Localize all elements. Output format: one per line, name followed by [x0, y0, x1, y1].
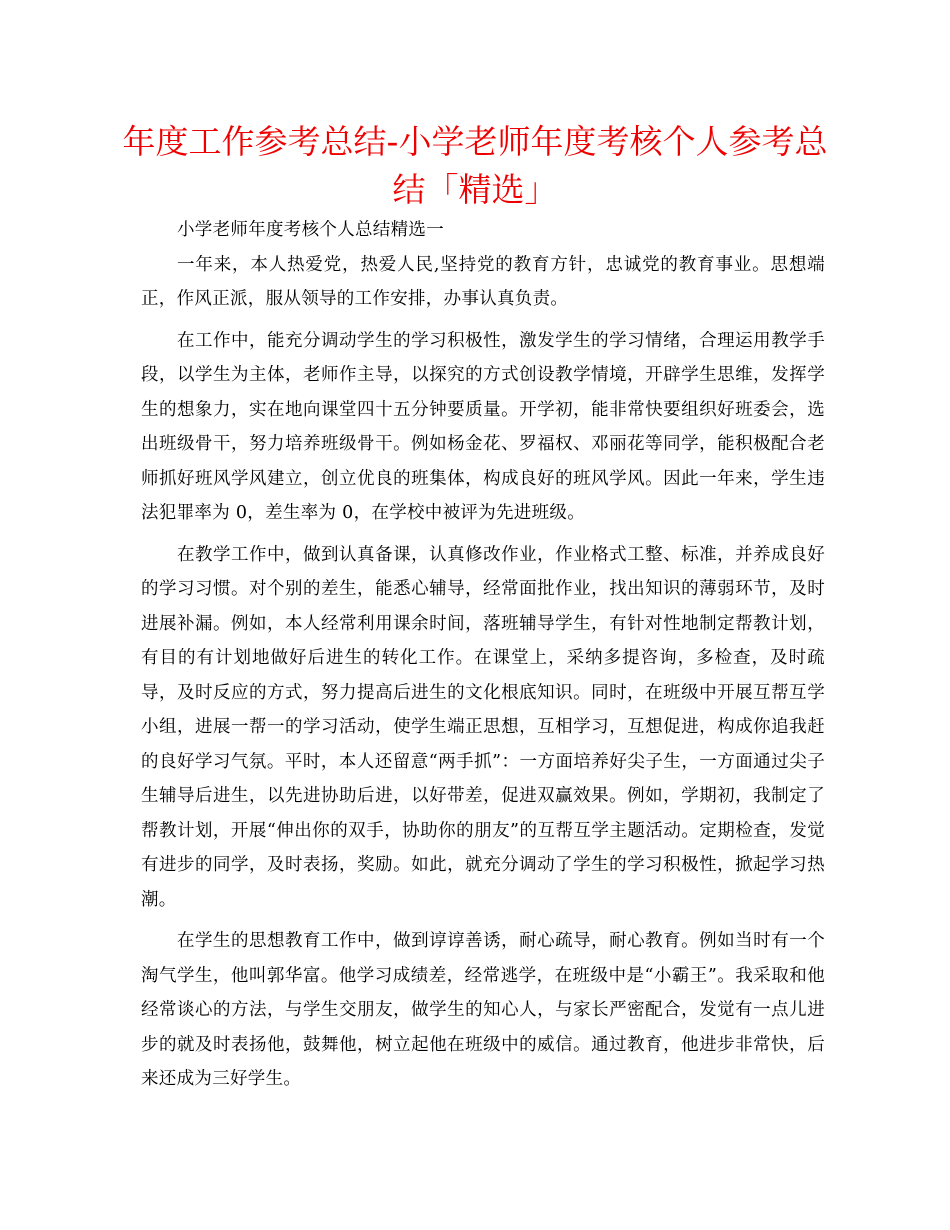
document-title: 年度工作参考总结-小学老师年度考核个人参考总结「精选」: [122, 122, 828, 209]
paragraph-2: 在工作中，能充分调动学生的学习积极性，激发学生的学习情绪，合理运用教学手段，以学生为主体，老师作主导，以探究的方式创设教学情境，开辟学生思维，发挥学生的想象力，实在地向课堂四十五分钟要质量。开学初，能非常快要组织好班委会，选出班级骨干，努力培养班级骨干。例如杨金花、罗福权、邓丽花等同学，能积极配合老师抓好班风学风建立，创立优良的班集体，构成良好的班风学风。因此一年来，学生违法犯罪率为 0，差生率为 0，在学校中被评为先进班级。: [141, 330, 825, 523]
document-body: [141, 213, 825, 1097]
paragraph-1: 一年来，本人热爱党，热爱人民,坚持党的教育方针，忠诚党的教育事业。思想端正，作风正派，服从领导的工作安排，办事认真负责。: [141, 254, 825, 309]
section-subtitle: 小学老师年度考核个人总结精选一: [177, 220, 444, 240]
paragraph-3: 在教学工作中，做到认真备课，认真修改作业，作业格式工整、标准，并养成良好的学习习惯。对个别的差生，能悉心辅导，经常面批作业，找出知识的薄弱环节，及时进展补漏。例如，本人经常利用课余时间，落班辅导学生，有针对性地制定帮教计划，有目的有计划地做好后进生的转化工作。在课堂上，采纳多提咨询，多检查，及时疏导，及时反应的方式，努力提高后进生的文化根底知识。同时，在班级中开展互帮互学小组，进展一帮一的学习活动，使学生端正思想，互相学习，互想促进，构成你追我赶的良好学习气氛。平时，本人还留意“两手抓”：一方面培养好尖子生，一方面通过尖子生辅导后进生，以先进协助后进，以好带差，促进双赢效果。例如，学期初，我制定了帮教计划，开展“伸出你的双手，协助你的朋友”的互帮互学主题活动。定期检查，发觉有进步的同学，及时表扬，奖励。如此，就充分调动了学生的学习积极性，掀起学习热潮。: [141, 544, 825, 910]
paragraph-4: 在学生的思想教育工作中，做到谆谆善诱，耐心疏导，耐心教育。例如当时有一个淘气学生，他叫郭华富。他学习成绩差，经常逃学，在班级中是“小霸王”。我采取和他经常谈心的方法，与学生交朋友，做学生的知心人，与家长严密配合，发觉有一点儿进步的就及时表扬他，鼓舞他，树立起他在班级中的威信。通过教育，他进步非常快，后来还成为三好学生。: [141, 931, 825, 1089]
